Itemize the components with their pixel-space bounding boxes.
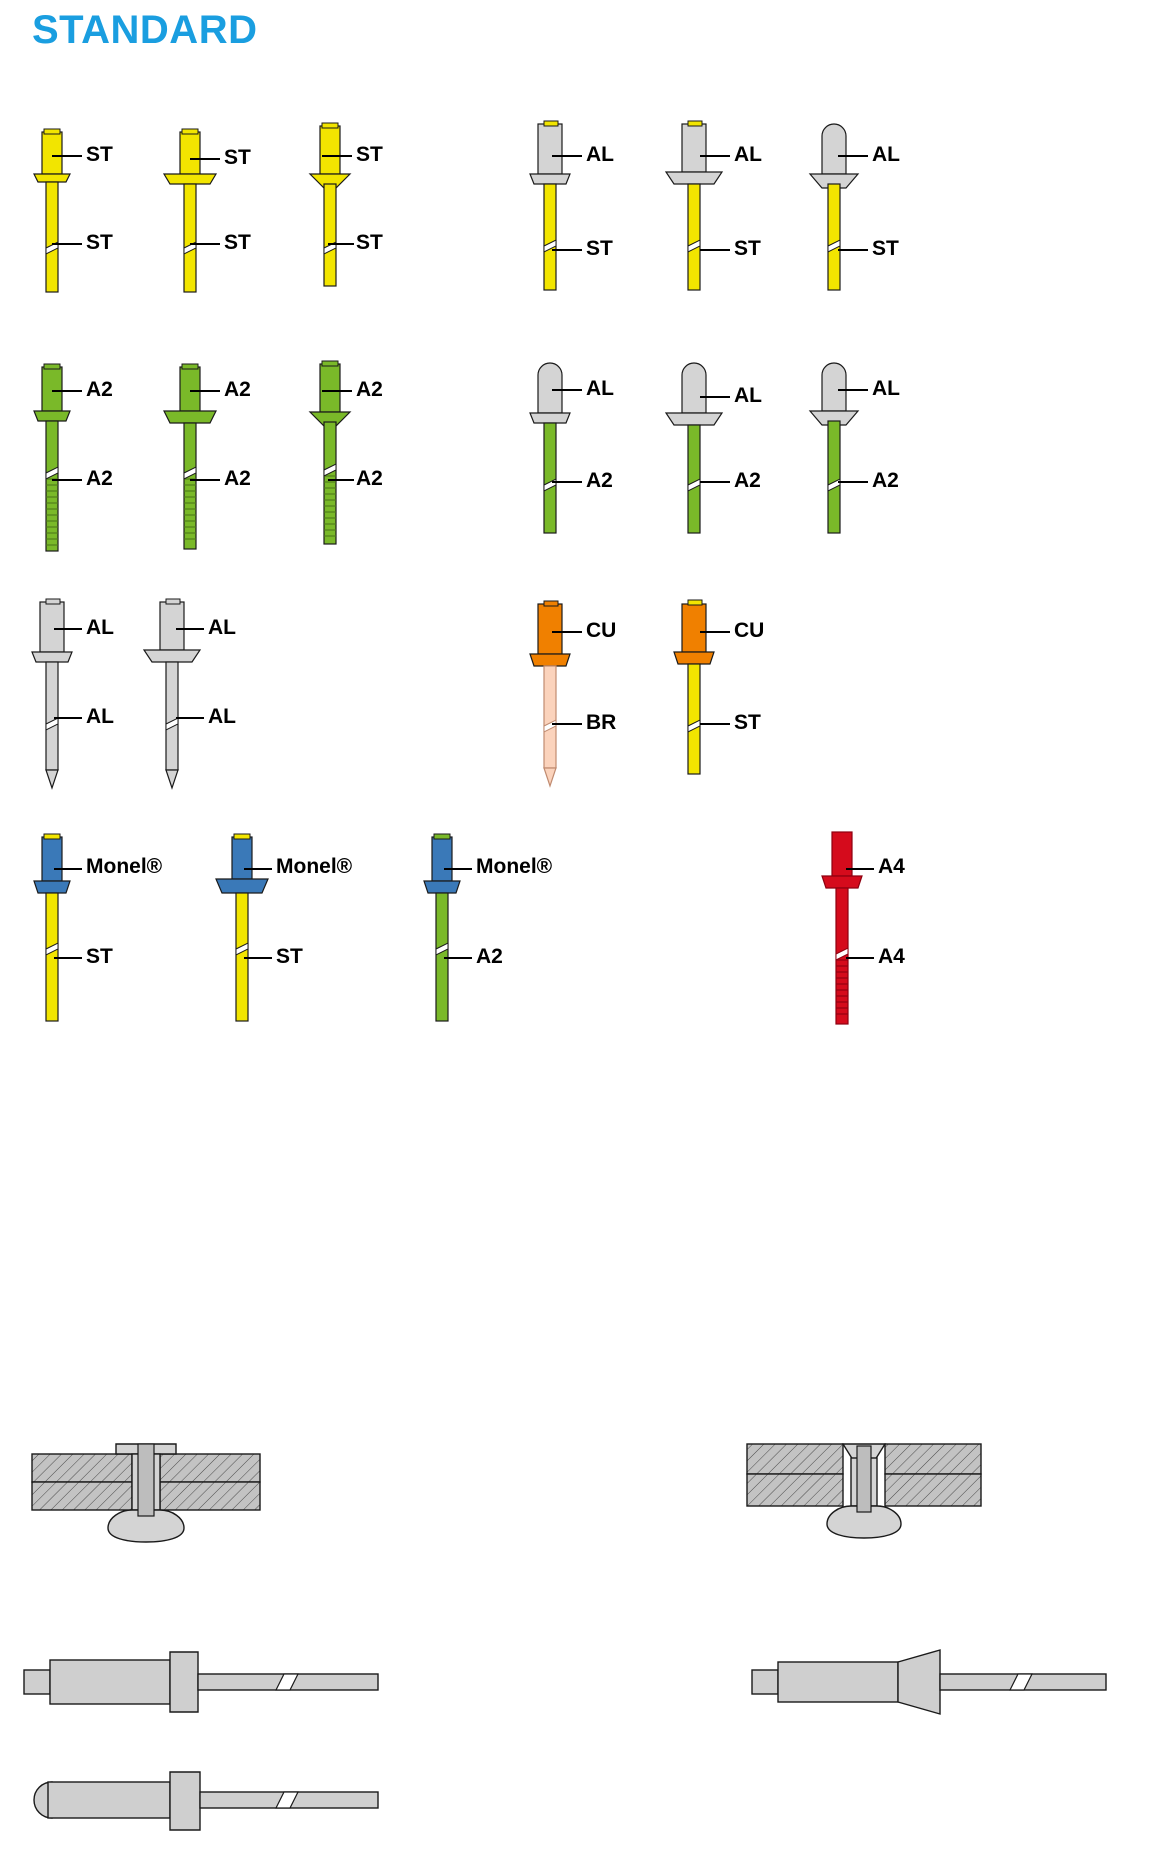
leader-r4c2-head bbox=[244, 868, 272, 870]
rivet-r2c5 bbox=[652, 345, 772, 575]
label-r1c1-head: ST bbox=[86, 143, 113, 166]
label-r3c1-head: AL bbox=[86, 616, 114, 639]
label-r1c5-mandrel: ST bbox=[734, 237, 761, 260]
label-r1c4-head: AL bbox=[586, 143, 614, 166]
leader-r1c2-mandrel bbox=[190, 243, 220, 245]
leader-r1c1-head bbox=[52, 155, 82, 157]
label-r2c4-head: AL bbox=[586, 377, 614, 400]
page-title: STANDARD bbox=[32, 8, 258, 52]
figure-section-right bbox=[745, 1440, 985, 1575]
label-r2c1-mandrel: A2 bbox=[86, 467, 113, 490]
label-r4c4-mandrel: A4 bbox=[878, 945, 905, 968]
leader-r2c2-head bbox=[190, 390, 220, 392]
leader-r3c5-head bbox=[700, 631, 730, 633]
rivet-r2c3 bbox=[288, 348, 408, 578]
leader-r1c6-head bbox=[838, 155, 868, 157]
leader-r4c4-head bbox=[846, 868, 874, 870]
leader-r3c4-mandrel bbox=[552, 723, 582, 725]
leader-r3c1-mandrel bbox=[54, 717, 82, 719]
leader-r1c3-head bbox=[322, 155, 352, 157]
label-r1c3-head: ST bbox=[356, 143, 383, 166]
label-r2c2-mandrel: A2 bbox=[224, 467, 251, 490]
leader-r1c5-head bbox=[700, 155, 730, 157]
label-r3c5-mandrel: ST bbox=[734, 711, 761, 734]
label-r1c6-head: AL bbox=[872, 143, 900, 166]
leader-r1c4-mandrel bbox=[552, 249, 582, 251]
leader-r3c2-head bbox=[176, 628, 204, 630]
leader-r2c3-head bbox=[322, 390, 352, 392]
figure-section-left bbox=[30, 1440, 270, 1575]
leader-r3c4-head bbox=[552, 631, 582, 633]
label-r1c4-mandrel: ST bbox=[586, 237, 613, 260]
label-r2c5-mandrel: A2 bbox=[734, 469, 761, 492]
leader-r3c1-head bbox=[54, 628, 82, 630]
leader-r4c2-mandrel bbox=[244, 957, 272, 959]
leader-r1c2-head bbox=[190, 158, 220, 160]
label-r1c2-mandrel: ST bbox=[224, 231, 251, 254]
leader-r4c3-head bbox=[444, 868, 472, 870]
leader-r1c5-mandrel bbox=[700, 249, 730, 251]
label-r4c4-head: A4 bbox=[878, 855, 905, 878]
leader-r2c4-head bbox=[552, 389, 582, 391]
leader-r4c1-head bbox=[54, 868, 82, 870]
leader-r4c4-mandrel bbox=[846, 957, 874, 959]
label-r3c2-mandrel: AL bbox=[208, 705, 236, 728]
label-r4c3-head: Monel® bbox=[476, 855, 553, 878]
label-r1c3-mandrel: ST bbox=[356, 231, 383, 254]
leader-r2c1-mandrel bbox=[52, 479, 82, 481]
label-r4c3-mandrel: A2 bbox=[476, 945, 503, 968]
figure-profile-round-head bbox=[22, 1762, 442, 1847]
leader-r2c1-head bbox=[52, 390, 82, 392]
leader-r3c2-mandrel bbox=[176, 717, 204, 719]
label-r2c5-head: AL bbox=[734, 384, 762, 407]
leader-r1c1-mandrel bbox=[52, 243, 82, 245]
label-r4c2-head: Monel® bbox=[276, 855, 353, 878]
label-r1c6-mandrel: ST bbox=[872, 237, 899, 260]
label-r4c1-head: Monel® bbox=[86, 855, 163, 878]
label-r2c2-head: A2 bbox=[224, 378, 251, 401]
label-r3c4-mandrel: BR bbox=[586, 711, 617, 734]
label-r1c1-mandrel: ST bbox=[86, 231, 113, 254]
label-r1c2-head: ST bbox=[224, 146, 251, 169]
figure-profile-flat-head bbox=[22, 1648, 442, 1723]
label-r2c3-head: A2 bbox=[356, 378, 383, 401]
leader-r2c4-mandrel bbox=[552, 481, 582, 483]
leader-r1c4-head bbox=[552, 155, 582, 157]
leader-r1c6-mandrel bbox=[838, 249, 868, 251]
leader-r3c5-mandrel bbox=[700, 723, 730, 725]
label-r1c5-head: AL bbox=[734, 143, 762, 166]
label-r3c5-head: CU bbox=[734, 619, 765, 642]
leader-r2c5-mandrel bbox=[700, 481, 730, 483]
leader-r2c3-mandrel bbox=[328, 479, 354, 481]
leader-r1c3-mandrel bbox=[328, 243, 354, 245]
leader-r2c6-head bbox=[838, 389, 868, 391]
label-r2c6-head: AL bbox=[872, 377, 900, 400]
label-r2c3-mandrel: A2 bbox=[356, 467, 383, 490]
label-r4c1-mandrel: ST bbox=[86, 945, 113, 968]
leader-r4c1-mandrel bbox=[54, 957, 82, 959]
label-r2c1-head: A2 bbox=[86, 378, 113, 401]
leader-r2c5-head bbox=[700, 396, 730, 398]
label-r3c2-head: AL bbox=[208, 616, 236, 639]
leader-r2c6-mandrel bbox=[838, 481, 868, 483]
label-r2c6-mandrel: A2 bbox=[872, 469, 899, 492]
leader-r2c2-mandrel bbox=[190, 479, 220, 481]
leader-r4c3-mandrel bbox=[444, 957, 472, 959]
label-r3c4-head: CU bbox=[586, 619, 617, 642]
label-r3c1-mandrel: AL bbox=[86, 705, 114, 728]
rivet-r4c4 bbox=[800, 818, 920, 1048]
figure-profile-countersunk-head bbox=[750, 1648, 1160, 1723]
label-r2c4-mandrel: A2 bbox=[586, 469, 613, 492]
rivet-r1c3 bbox=[288, 110, 408, 340]
label-r4c2-mandrel: ST bbox=[276, 945, 303, 968]
